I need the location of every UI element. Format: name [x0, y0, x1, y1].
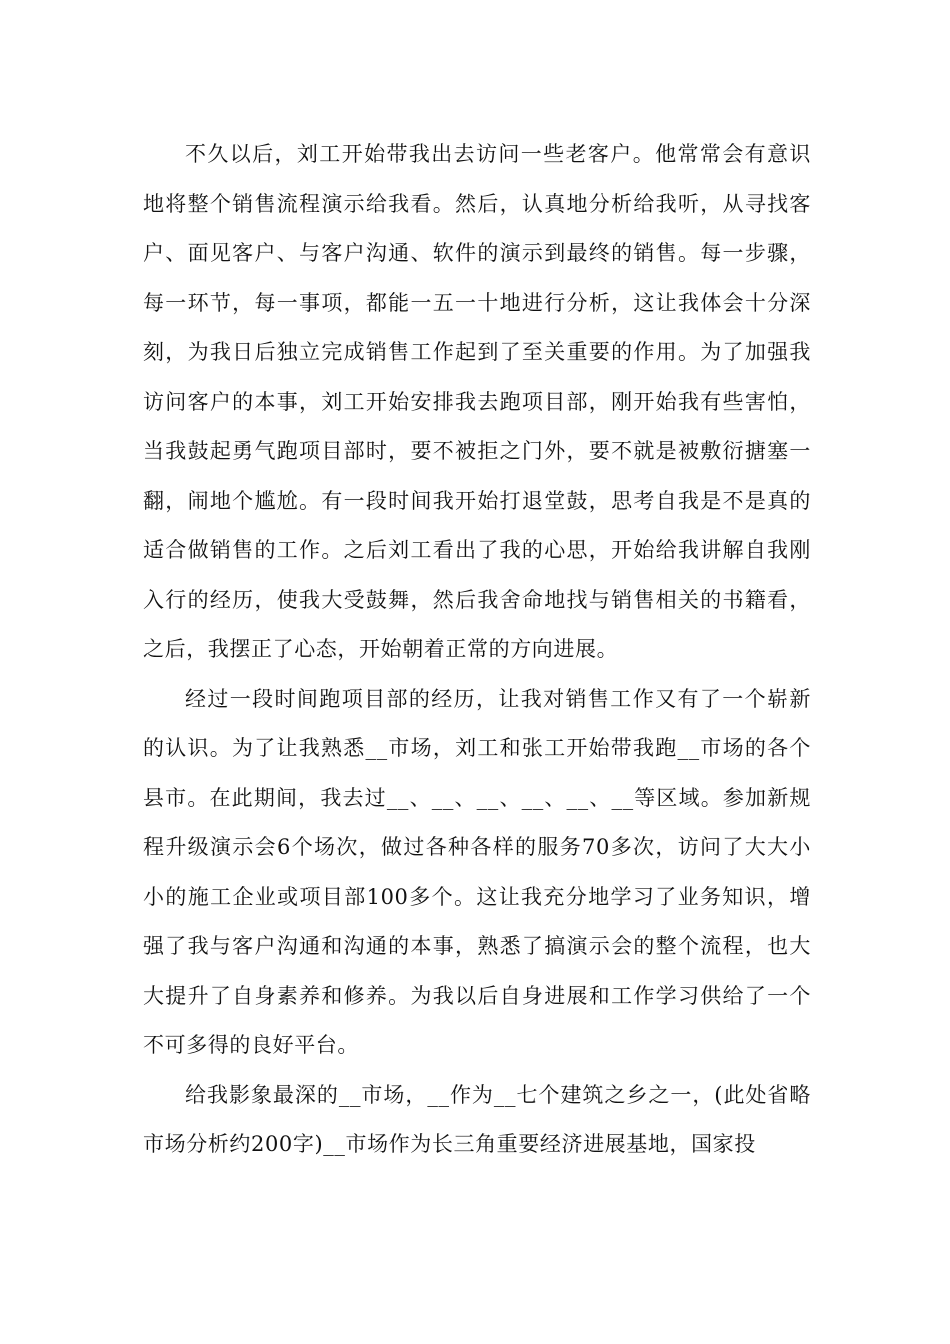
paragraph-3: 给我影象最深的__市场，__作为__七个建筑之乡之一，(此处省略市场分析约200字)__市场作为长三角重要经济进展基地，国家投: [143, 1082, 811, 1156]
document-body: [143, 130, 811, 1170]
paragraph-2: 经过一段时间跑项目部的经历，让我对销售工作又有了一个崭新的认识。为了让我熟悉__市场，刘工和张工开始带我跑__市场的各个县市。在此期间，我去过__、__、__、__、__、__等区域。参加新规程升级演示会6个场次，做过各种各样的服务70多次，访问了大大小小的施工企业或项目部100多个。这让我充分地学习了业务知识，增强了我与客户沟通和沟通的本事，熟悉了搞演示会的整个流程，也大大提升了自身素养和修养。为我以后自身进展和工作学习供给了一个不可多得的良好平台。: [143, 686, 811, 1057]
paragraph-1: 不久以后，刘工开始带我出去访问一些老客户。他常常会有意识地将整个销售流程演示给我看。然后，认真地分析给我听，从寻找客户、面见客户、与客户沟通、软件的演示到最终的销售。每一步骤，每一环节，每一事项，都能一五一十地进行分析，这让我体会十分深刻，为我日后独立完成销售工作起到了至关重要的作用。为了加强我访问客户的本事，刘工开始安排我去跑项目部，刚开始我有些害怕，当我鼓起勇气跑项目部时，要不被拒之门外，要不就是被敷衍搪塞一翻，闹地个尴尬。有一段时间我开始打退堂鼓，思考自我是不是真的适合做销售的工作。之后刘工看出了我的心思，开始给我讲解自我刚入行的经历，使我大受鼓舞，然后我舍命地找与销售相关的书籍看，之后，我摆正了心态，开始朝着正常的方向进展。: [143, 142, 811, 661]
